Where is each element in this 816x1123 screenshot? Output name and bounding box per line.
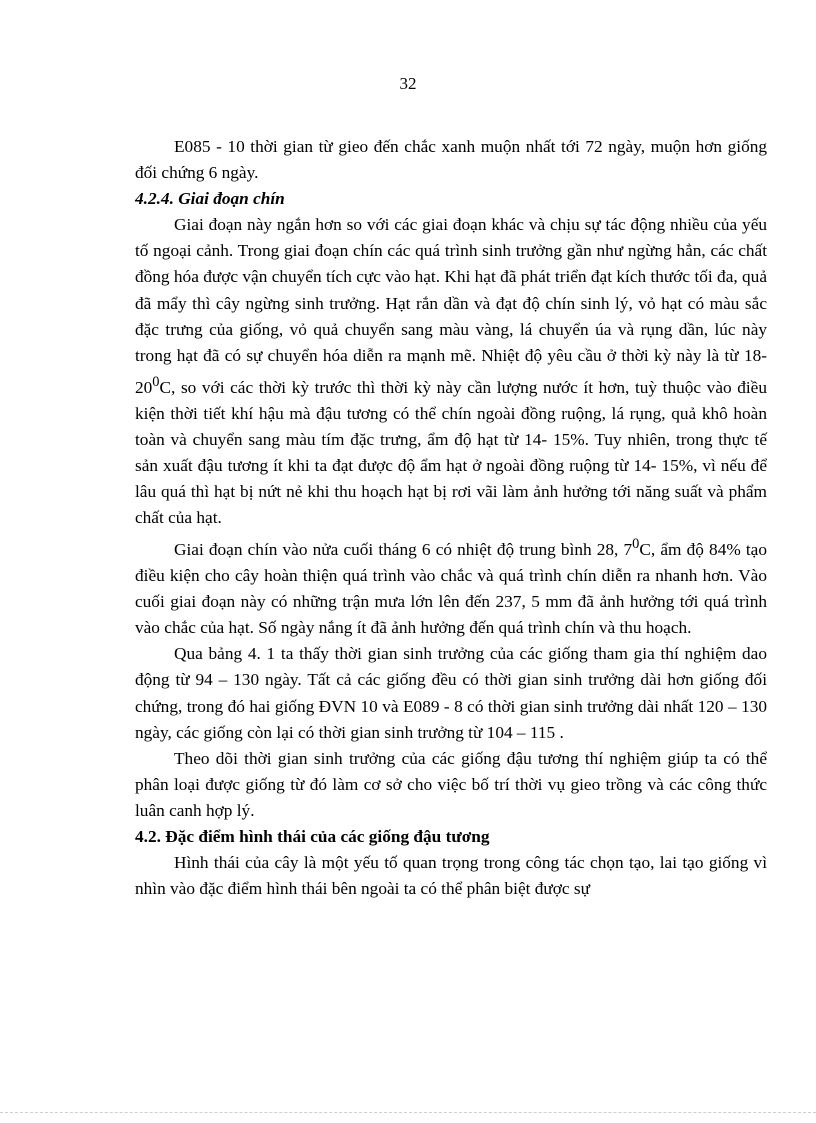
page-bottom-rule <box>0 1112 816 1113</box>
morphology-paragraph: Hình thái của cây là một yếu tố quan trọng trong công tác chọn tạo, lai tạo giống vì nhìn vào đặc điểm hình thái bên ngoài ta có thể phân biệt được sự <box>135 853 767 899</box>
weather-text-part1: Giai đoạn chín vào nửa cuối tháng 6 có nhiệt độ trung bình 28, 7 <box>174 539 633 559</box>
intro-paragraph: E085 - 10 thời gian từ gieo đến chắc xanh muộn nhất tới 72 ngày, muộn hơn giống đối chứng 6 ngày. <box>135 137 767 183</box>
ripening-paragraph <box>135 212 767 531</box>
ripening-text-part1: Giai đoạn này ngắn hơn so với các giai đoạn khác và chịu sự tác động nhiều của yếu tố ngoại cảnh. Trong giai đoạn chín các quá trình sinh trưởng gần như ngừng hẳn, các chất đồng hóa được vận chuyển tích cực vào hạt. Khi hạt đã phát triển đạt kích thước tối đa, quả đã mẩy thì cây ngừng sinh trưởng. Hạt rắn dần và đạt độ chín sinh lý, vỏ hạt có màu sắc đặc trưng của giống, vỏ quả chuyển sang màu vàng, lá chuyển úa và rụng dần, lúc này trong hạt đã có sự chuyển hóa diễn ra mạnh mẽ. Nhiệt độ yêu cầu ở thời kỳ này là từ 18- 20 <box>135 215 767 397</box>
degree-superscript: 0 <box>152 373 160 390</box>
weather-text-part2: C, ẩm độ 84% tạo điều kiện cho cây hoàn thiện quá trình vào chắc và quá trình chín diễn ra nhanh hơn. Vào cuối giai đoạn này có những trận mưa lớn lên đến 237, 5 mm đã ảnh hưởng tới quá trình vào chắc của hạt. Số ngày nắng ít đã ảnh hưởng đến quá trình chín và thu hoạch. <box>135 539 767 638</box>
document-body <box>135 134 767 902</box>
degree-superscript: 0 <box>632 536 640 553</box>
weather-paragraph <box>135 531 767 641</box>
table-paragraph: Qua bảng 4. 1 ta thấy thời gian sinh trưởng của các giống tham gia thí nghiệm dao động từ 94 – 130 ngày. Tất cả các giống đều có thời gian sinh trưởng dài hơn giống đối chứng, trong đó hai giống ĐVN 10 và E089 - 8 có thời gian sinh trưởng dài nhất 120 – 130 ngày, các giống còn lại có thời gian sinh trưởng từ 104 – 115 . <box>135 644 767 742</box>
section-heading: 4.2. Đặc điểm hình thái của các giống đậu tương <box>135 826 490 846</box>
subsection-heading: 4.2.4. Giai đoạn chín <box>135 189 285 209</box>
page-number: 32 <box>399 74 417 93</box>
ripening-text-part2: C, so với các thời kỳ trước thì thời kỳ này cần lượng nước ít hơn, tuỳ thuộc vào điều kiện thời tiết khí hậu mà đậu tương có thể chín ngoài đồng ruộng, lá rụng, quả khô hoàn toàn và chuyển sang màu tím đặc trưng, ẩm độ hạt từ 14- 15%. Tuy nhiên, trong thực tế sản xuất đậu tương ít khi ta đạt được độ ẩm hạt ở ngoài đồng ruộng từ 14- 15%, vì nếu để lâu quá thì hạt bị nứt nẻ khi thu hoạch hạt bị rơi vãi làm ảnh hưởng tới năng suất và phẩm chất của hạt. <box>135 377 767 528</box>
monitoring-paragraph: Theo dõi thời gian sinh trưởng của các giống đậu tương thí nghiệm giúp ta có thể phân loại được giống từ đó làm cơ sở cho việc bố trí thời vụ gieo trồng và các công thức luân canh hợp lý. <box>135 748 767 820</box>
